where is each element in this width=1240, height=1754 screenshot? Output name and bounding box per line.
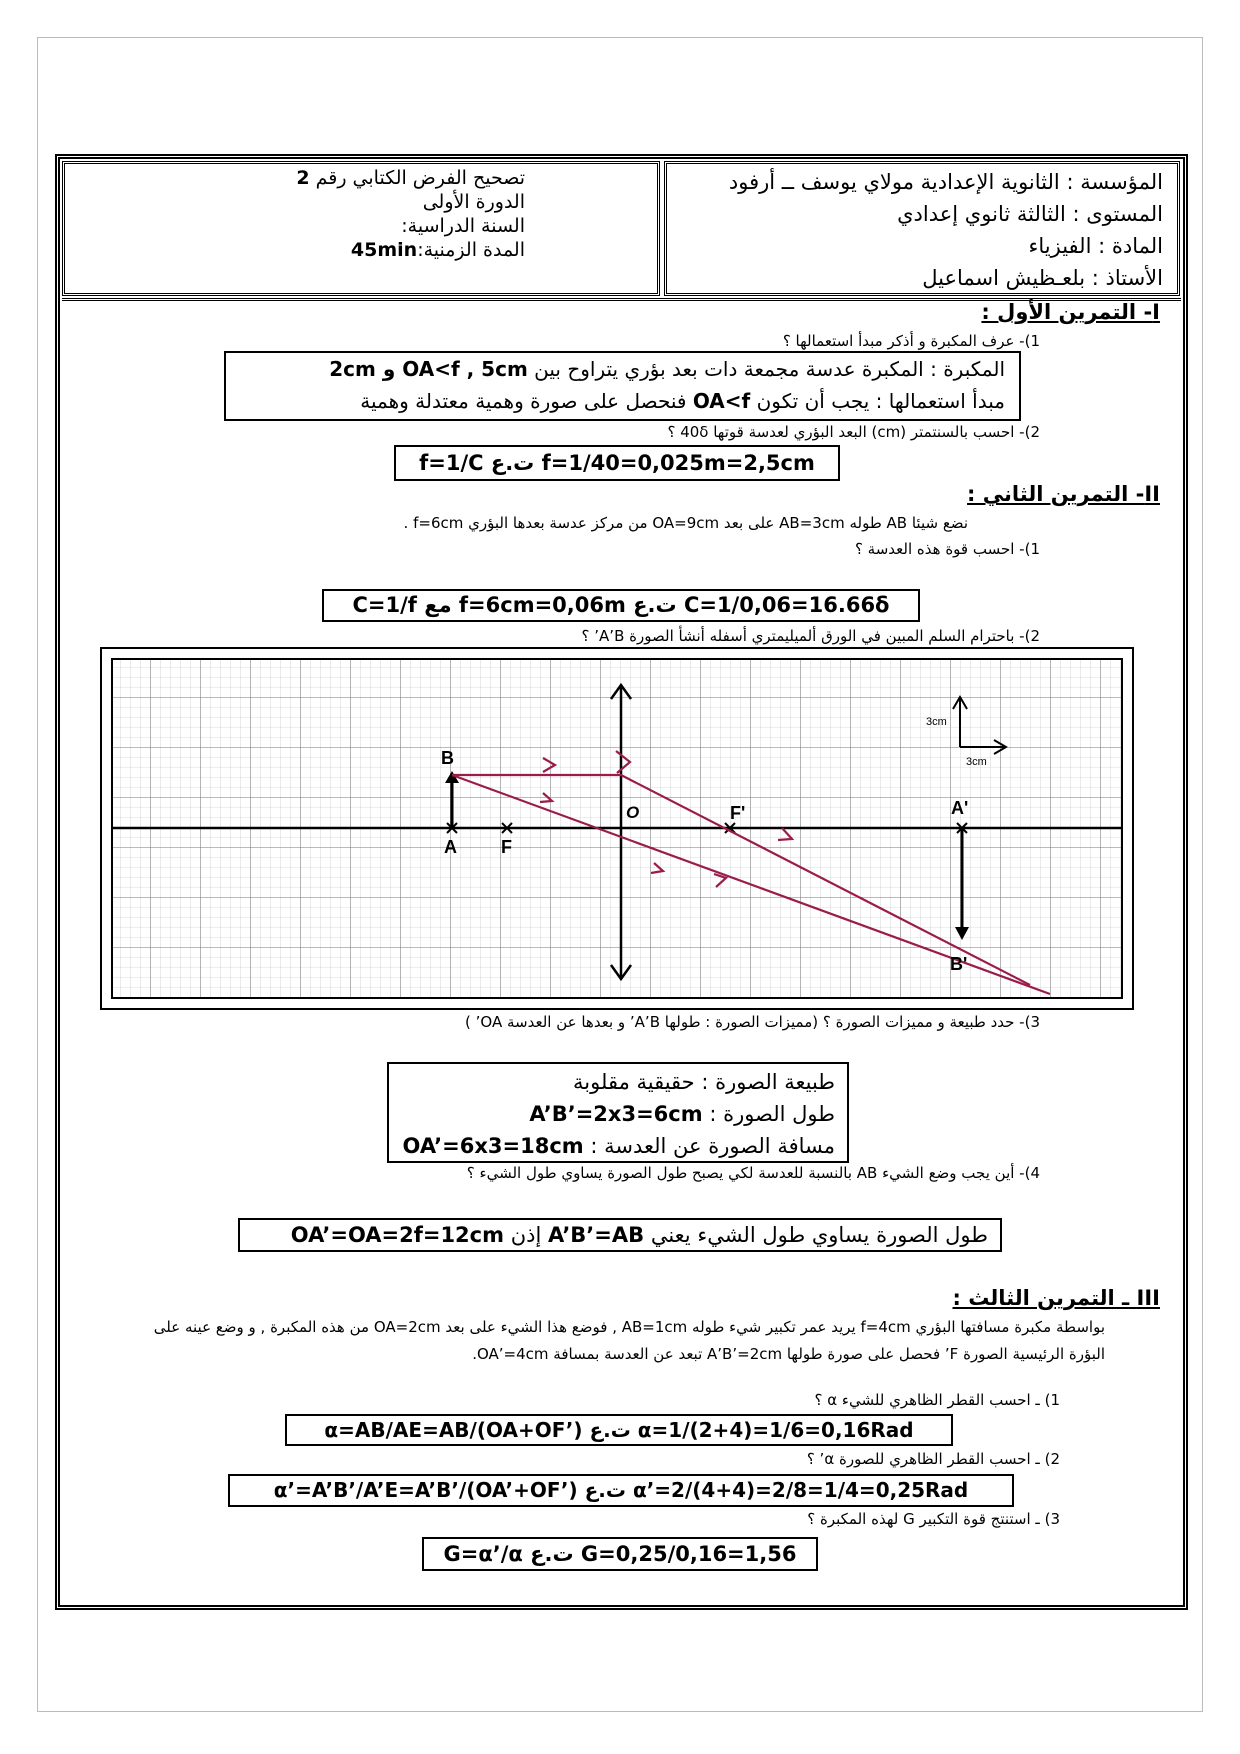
ex2-answer-1: C=1/0,06=16.66δ ت.ع f=6cm=0,06m مع C=1/f [322, 589, 920, 622]
ex1-a1-line2-end: فنحصل على صورة وهمية معتدلة وهمية [360, 389, 687, 413]
ex2-answer-4 [238, 1218, 1002, 1252]
ex1-a1-line1-text: المكبرة : المكبرة عدسة مجمعة دات بعد بؤري يتراوح بين [534, 357, 1005, 381]
header-school-info [664, 161, 1180, 296]
ex2-question-3: 3)- حدد طبيعة و مميزات الصورة ؟ (مميزات الصورة : طولها A’B’ و بعدها عن العدسة OA’ ) [465, 1013, 1040, 1031]
scale-y-label: 3cm [926, 716, 947, 728]
school-label: المؤسسة : [1066, 170, 1163, 194]
ex1-answer-2: f=1/40=0,025m=2,5cm ت.ع f=1/C [394, 445, 840, 481]
scale-x-label: 3cm [966, 756, 987, 768]
a4-then: إذن [510, 1223, 542, 1247]
nature-value: حقيقية مقلوبة [573, 1070, 695, 1094]
distance-label: مسافة الصورة عن العدسة : [590, 1134, 835, 1158]
ex2-question-2: 2)- باحترام السلم المبين في الورق ألميليمتري أسفله أنشأ الصورة A’B’ ؟ [581, 627, 1040, 645]
a4-result: OA’=OA=2f=12cm [290, 1223, 505, 1247]
header-exam-info [62, 161, 660, 296]
ex1-a1-line2-condition: OA<f [692, 389, 751, 413]
ex1-a1-line2-text: مبدأ استعمالها : يجب أن تكون [756, 389, 1005, 413]
label-f: F [501, 837, 512, 857]
ex3-question-2: 2) ـ احسب القطر الظاهري للصورة α’ ؟ [806, 1450, 1060, 1468]
ex3-question-1: 1) ـ احسب القطر الظاهري للشيء α ؟ [814, 1391, 1060, 1409]
a4-equation: A’B’=AB [548, 1223, 645, 1247]
exam-number: 2 [296, 167, 310, 189]
ex2-question-1: 1)- احسب قوة هذه العدسة ؟ [854, 540, 1040, 558]
label-f-prime: F' [730, 803, 746, 823]
ex3-statement-1: بواسطة مكبرة مسافتها البؤري f=4cm يريد عمر تكبير شيء طوله AB=1cm , فوضع هذا الشيء على بعد OA=2cm من هذه المكبرة , و وضع عينه على [153, 1318, 1105, 1336]
level-label: المستوى : [1072, 202, 1163, 226]
subject-value: الفيزياء [1028, 234, 1092, 258]
ex1-answer-1-box [224, 351, 1021, 421]
nature-label: طبيعة الصورة : [701, 1070, 835, 1094]
ex2-statement: نضع شيئا AB طوله AB=3cm على بعد OA=9cm من مركز عدسة بعدها البؤري f=6cm . [403, 514, 968, 532]
duration-label: المدة الزمنية: [417, 239, 525, 261]
ex1-heading: I- التمرين الأول : [981, 300, 1160, 324]
ex3-answer-3: G=0,25/0,16=1,56 ت.ع G=α’/α [422, 1537, 818, 1571]
ex3-answer-1: α=1/(2+4)=1/6=0,16Rad ت.ع α=AB/AE=AB/(OA+OF’) [285, 1414, 953, 1446]
ex1-question-2: 2)- احسب بالسنتمتر (cm) البعد البؤري لعدسة قوتها 40δ ؟ [667, 423, 1040, 441]
ex3-question-3: 3) ـ استنتج قوة التكبير G لهذه المكبرة ؟ [807, 1510, 1060, 1528]
ex1-question-1: 1)- عرف المكبرة و أذكر مبدأ استعمالها ؟ [782, 332, 1040, 350]
subject-label: المادة : [1098, 234, 1163, 258]
school-name: الثانوية الإعدادية مولاي يوسف ــ أرفود [728, 170, 1060, 194]
label-b-prime: B' [950, 954, 968, 974]
ex2-question-4: 4)- أين يجب وضع الشيء AB بالنسبة للعدسة لكي يصبح طول الصورة يساوي طول الشيء ؟ [466, 1164, 1040, 1182]
ex3-heading: III ـ التمرين الثالث : [952, 1286, 1160, 1310]
ex3-answer-2: α’=2/(4+4)=2/8=1/4=0,25Rad ت.ع α’=A’B’/A’E=A’B’/(OA’+OF’) [228, 1474, 1014, 1507]
ex2-answer-3-box [387, 1062, 849, 1163]
duration-value: 45min [350, 239, 418, 261]
ex1-a1-line1-values: OA<f , 5cm و 2cm [329, 357, 528, 381]
length-label: طول الصورة : [709, 1102, 835, 1126]
distance-value: OA’=6x3=18cm [402, 1134, 584, 1158]
level-value: الثالثة ثانوي إعدادي [897, 202, 1066, 226]
teacher-name: بلعـظيش اسماعيل [922, 266, 1086, 290]
ray-diagram [100, 647, 1134, 1010]
label-o: O [626, 803, 640, 822]
exam-session: الدورة الأولى [422, 191, 525, 213]
length-value: A’B’=2x3=6cm [529, 1102, 703, 1126]
exam-title: تصحيح الفرض الكتابي رقم [315, 167, 525, 189]
label-a-prime: A' [951, 798, 969, 818]
ex3-statement-2: البؤرة الرئيسية الصورة F’ فحصل على صورة طولها A’B’=2cm تبعد عن العدسة بمسافة OA’=4cm. [472, 1345, 1105, 1363]
label-b: B [441, 748, 454, 768]
ex2-heading: II- التمرين الثاني : [967, 482, 1160, 506]
a4-text: طول الصورة يساوي طول الشيء يعني [650, 1223, 988, 1247]
teacher-label: الأستاذ : [1091, 266, 1163, 290]
label-a: A [444, 837, 457, 857]
school-year: السنة الدراسية: [401, 215, 525, 237]
